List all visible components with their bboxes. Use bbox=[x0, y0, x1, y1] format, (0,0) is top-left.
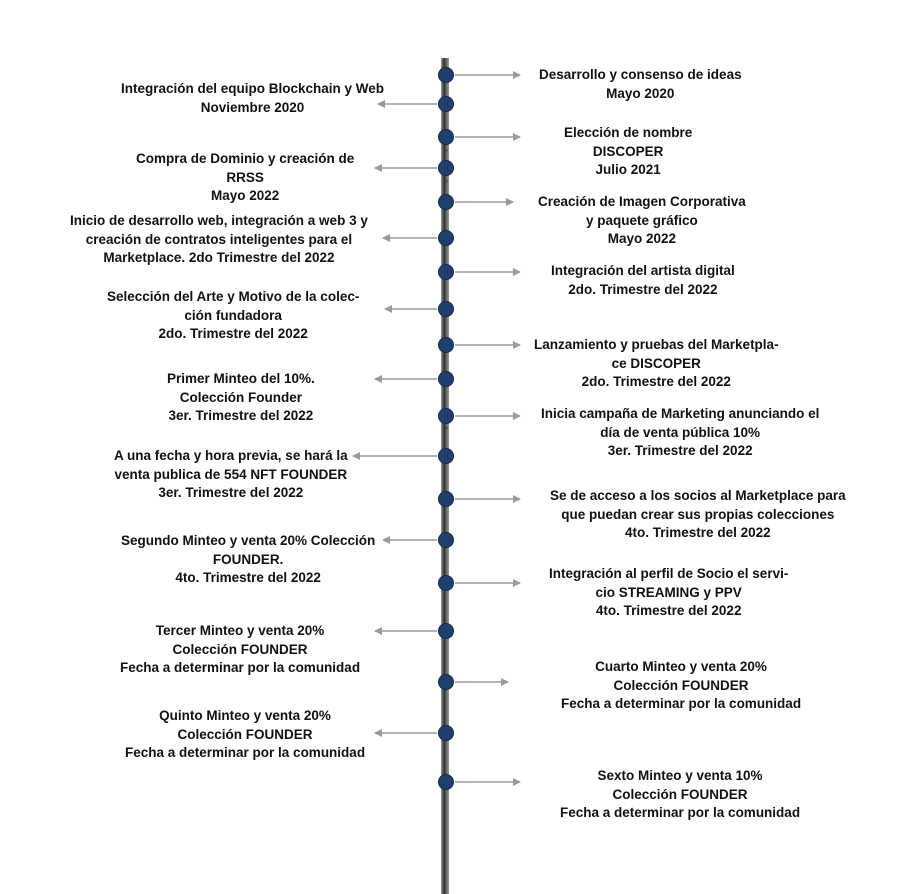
event-text-line: Julio 2021 bbox=[595, 162, 661, 177]
timeline-node bbox=[438, 96, 454, 112]
event-text-line: Compra de Dominio y creación de bbox=[136, 151, 355, 166]
event-text-line: Fecha a determinar por la comunidad bbox=[560, 805, 801, 820]
timeline-node bbox=[438, 129, 454, 145]
timeline-node bbox=[438, 725, 454, 741]
event-text-line: Quinto Minteo y venta 20% bbox=[159, 708, 331, 723]
event-text-line: venta publica de 554 NFT FOUNDER bbox=[114, 466, 348, 482]
event-text-line: Colección FOUNDER bbox=[612, 786, 748, 802]
event-text-line: Integración al perfil de Socio el servi- bbox=[549, 566, 789, 581]
timeline-node bbox=[438, 230, 454, 246]
spine-chevron-icon: ˅ bbox=[444, 427, 449, 438]
event-text-line: ción fundadora bbox=[184, 307, 282, 323]
right-event-label bbox=[551, 262, 735, 299]
right-event-label bbox=[538, 193, 746, 249]
event-text-line: Primer Minteo del 10%. bbox=[167, 371, 315, 386]
event-text-line: y paquete gráfico bbox=[586, 212, 698, 228]
right-event-label bbox=[561, 658, 801, 714]
event-text-line: Inicio de desarrollo web, integración a web 3 y bbox=[70, 213, 368, 228]
event-text-line: Lanzamiento y pruebas del Marketpla- bbox=[534, 337, 779, 352]
event-text-line: Tercer Minteo y venta 20% bbox=[155, 623, 325, 638]
event-text-line: 2do. Trimestre del 2022 bbox=[568, 281, 718, 297]
right-event-label bbox=[549, 565, 788, 621]
left-event-label bbox=[167, 370, 315, 426]
event-text-line: que puedan crear sus propias colecciones bbox=[561, 506, 835, 522]
event-text-line: Marketplace. 2do Trimestre del 2022 bbox=[103, 250, 335, 265]
event-text-line: Mayo 2022 bbox=[211, 188, 280, 203]
event-text-line: 4to. Trimestre del 2022 bbox=[175, 570, 321, 585]
left-event-label bbox=[121, 532, 375, 588]
event-text-line: Mayo 2020 bbox=[606, 85, 675, 101]
left-event-label bbox=[136, 150, 354, 206]
right-event-label bbox=[550, 487, 846, 543]
event-text-line: Fecha a determinar por la comunidad bbox=[120, 660, 361, 675]
event-text-line: 2do. Trimestre del 2022 bbox=[158, 326, 308, 341]
timeline-node bbox=[438, 194, 454, 210]
timeline-node bbox=[438, 160, 454, 176]
event-text-line: 4to. Trimestre del 2022 bbox=[625, 525, 771, 540]
event-text-line: 3er. Trimestre del 2022 bbox=[158, 485, 304, 500]
event-text-line: A una fecha y hora previa, se hará la bbox=[114, 448, 348, 463]
event-text-line: Colección FOUNDER bbox=[177, 726, 313, 742]
right-event-label bbox=[539, 66, 742, 103]
timeline-node bbox=[438, 774, 454, 790]
timeline-node bbox=[438, 623, 454, 639]
event-text-line: Cuarto Minteo y venta 20% bbox=[595, 659, 767, 674]
timeline-node bbox=[438, 67, 454, 83]
event-text-line: ce DISCOPER bbox=[611, 355, 701, 371]
event-text-line: 3er. Trimestre del 2022 bbox=[607, 443, 753, 458]
event-text-line: Segundo Minteo y venta 20% Colección bbox=[121, 533, 376, 548]
event-text-line: Mayo 2022 bbox=[607, 231, 677, 246]
event-text-line: Sexto Minteo y venta 10% bbox=[597, 768, 763, 783]
event-text-line: Integración del artista digital bbox=[551, 263, 735, 278]
left-event-label bbox=[107, 288, 359, 344]
event-text-line: Selección del Arte y Motivo de la colec- bbox=[107, 289, 360, 304]
timeline-node bbox=[438, 264, 454, 280]
left-event-label bbox=[120, 622, 360, 678]
event-text-line: creación de contratos inteligentes para el bbox=[85, 231, 353, 247]
right-event-label bbox=[560, 767, 800, 823]
timeline-node bbox=[438, 491, 454, 507]
event-text-line: Se de acceso a los socios al Marketplace para bbox=[550, 488, 846, 503]
event-text-line: día de venta pública 10% bbox=[600, 424, 761, 440]
event-text-line: FOUNDER. bbox=[212, 551, 284, 567]
timeline-node bbox=[438, 408, 454, 424]
event-text-line: 3er. Trimestre del 2022 bbox=[168, 408, 314, 423]
event-text-line: 4to. Trimestre del 2022 bbox=[595, 603, 742, 618]
event-text-line: Colección FOUNDER bbox=[613, 677, 749, 693]
spine-chevron-icon: ˅ bbox=[444, 149, 449, 160]
timeline-node bbox=[438, 575, 454, 591]
timeline-node bbox=[438, 371, 454, 387]
spine-chevron-icon: ˅ bbox=[444, 180, 449, 191]
event-text-line: RRSS bbox=[226, 169, 264, 185]
timeline-node bbox=[438, 674, 454, 690]
event-text-line: 2do. Trimestre del 2022 bbox=[581, 374, 731, 389]
event-text-line: Fecha a determinar por la comunidad bbox=[561, 696, 802, 711]
event-text-line: DISCOPER bbox=[592, 143, 664, 159]
timeline-node bbox=[438, 337, 454, 353]
left-event-label bbox=[70, 212, 368, 268]
event-text-line: cio STREAMING y PPV bbox=[595, 584, 742, 600]
event-text-line: Integración del equipo Blockchain y Web bbox=[121, 81, 385, 96]
timeline-node bbox=[438, 301, 454, 317]
event-text-line: Creación de Imagen Corporativa bbox=[538, 194, 746, 209]
left-event-label bbox=[114, 447, 348, 503]
right-event-label bbox=[534, 336, 779, 392]
right-event-label bbox=[541, 405, 819, 461]
left-event-label bbox=[125, 707, 365, 763]
timeline-node bbox=[438, 448, 454, 464]
event-text-line: Fecha a determinar por la comunidad bbox=[125, 745, 366, 760]
timeline-node bbox=[438, 532, 454, 548]
event-text-line: Inicia campaña de Marketing anunciando el bbox=[541, 406, 820, 421]
event-text-line: Colección Founder bbox=[179, 389, 303, 405]
right-event-label bbox=[564, 124, 692, 180]
left-event-label bbox=[121, 80, 384, 117]
event-text-line: Elección de nombre bbox=[564, 125, 693, 140]
event-text-line: Colección FOUNDER bbox=[172, 641, 308, 657]
event-text-line: Noviembre 2020 bbox=[200, 99, 305, 115]
event-text-line: Desarrollo y consenso de ideas bbox=[539, 67, 742, 82]
